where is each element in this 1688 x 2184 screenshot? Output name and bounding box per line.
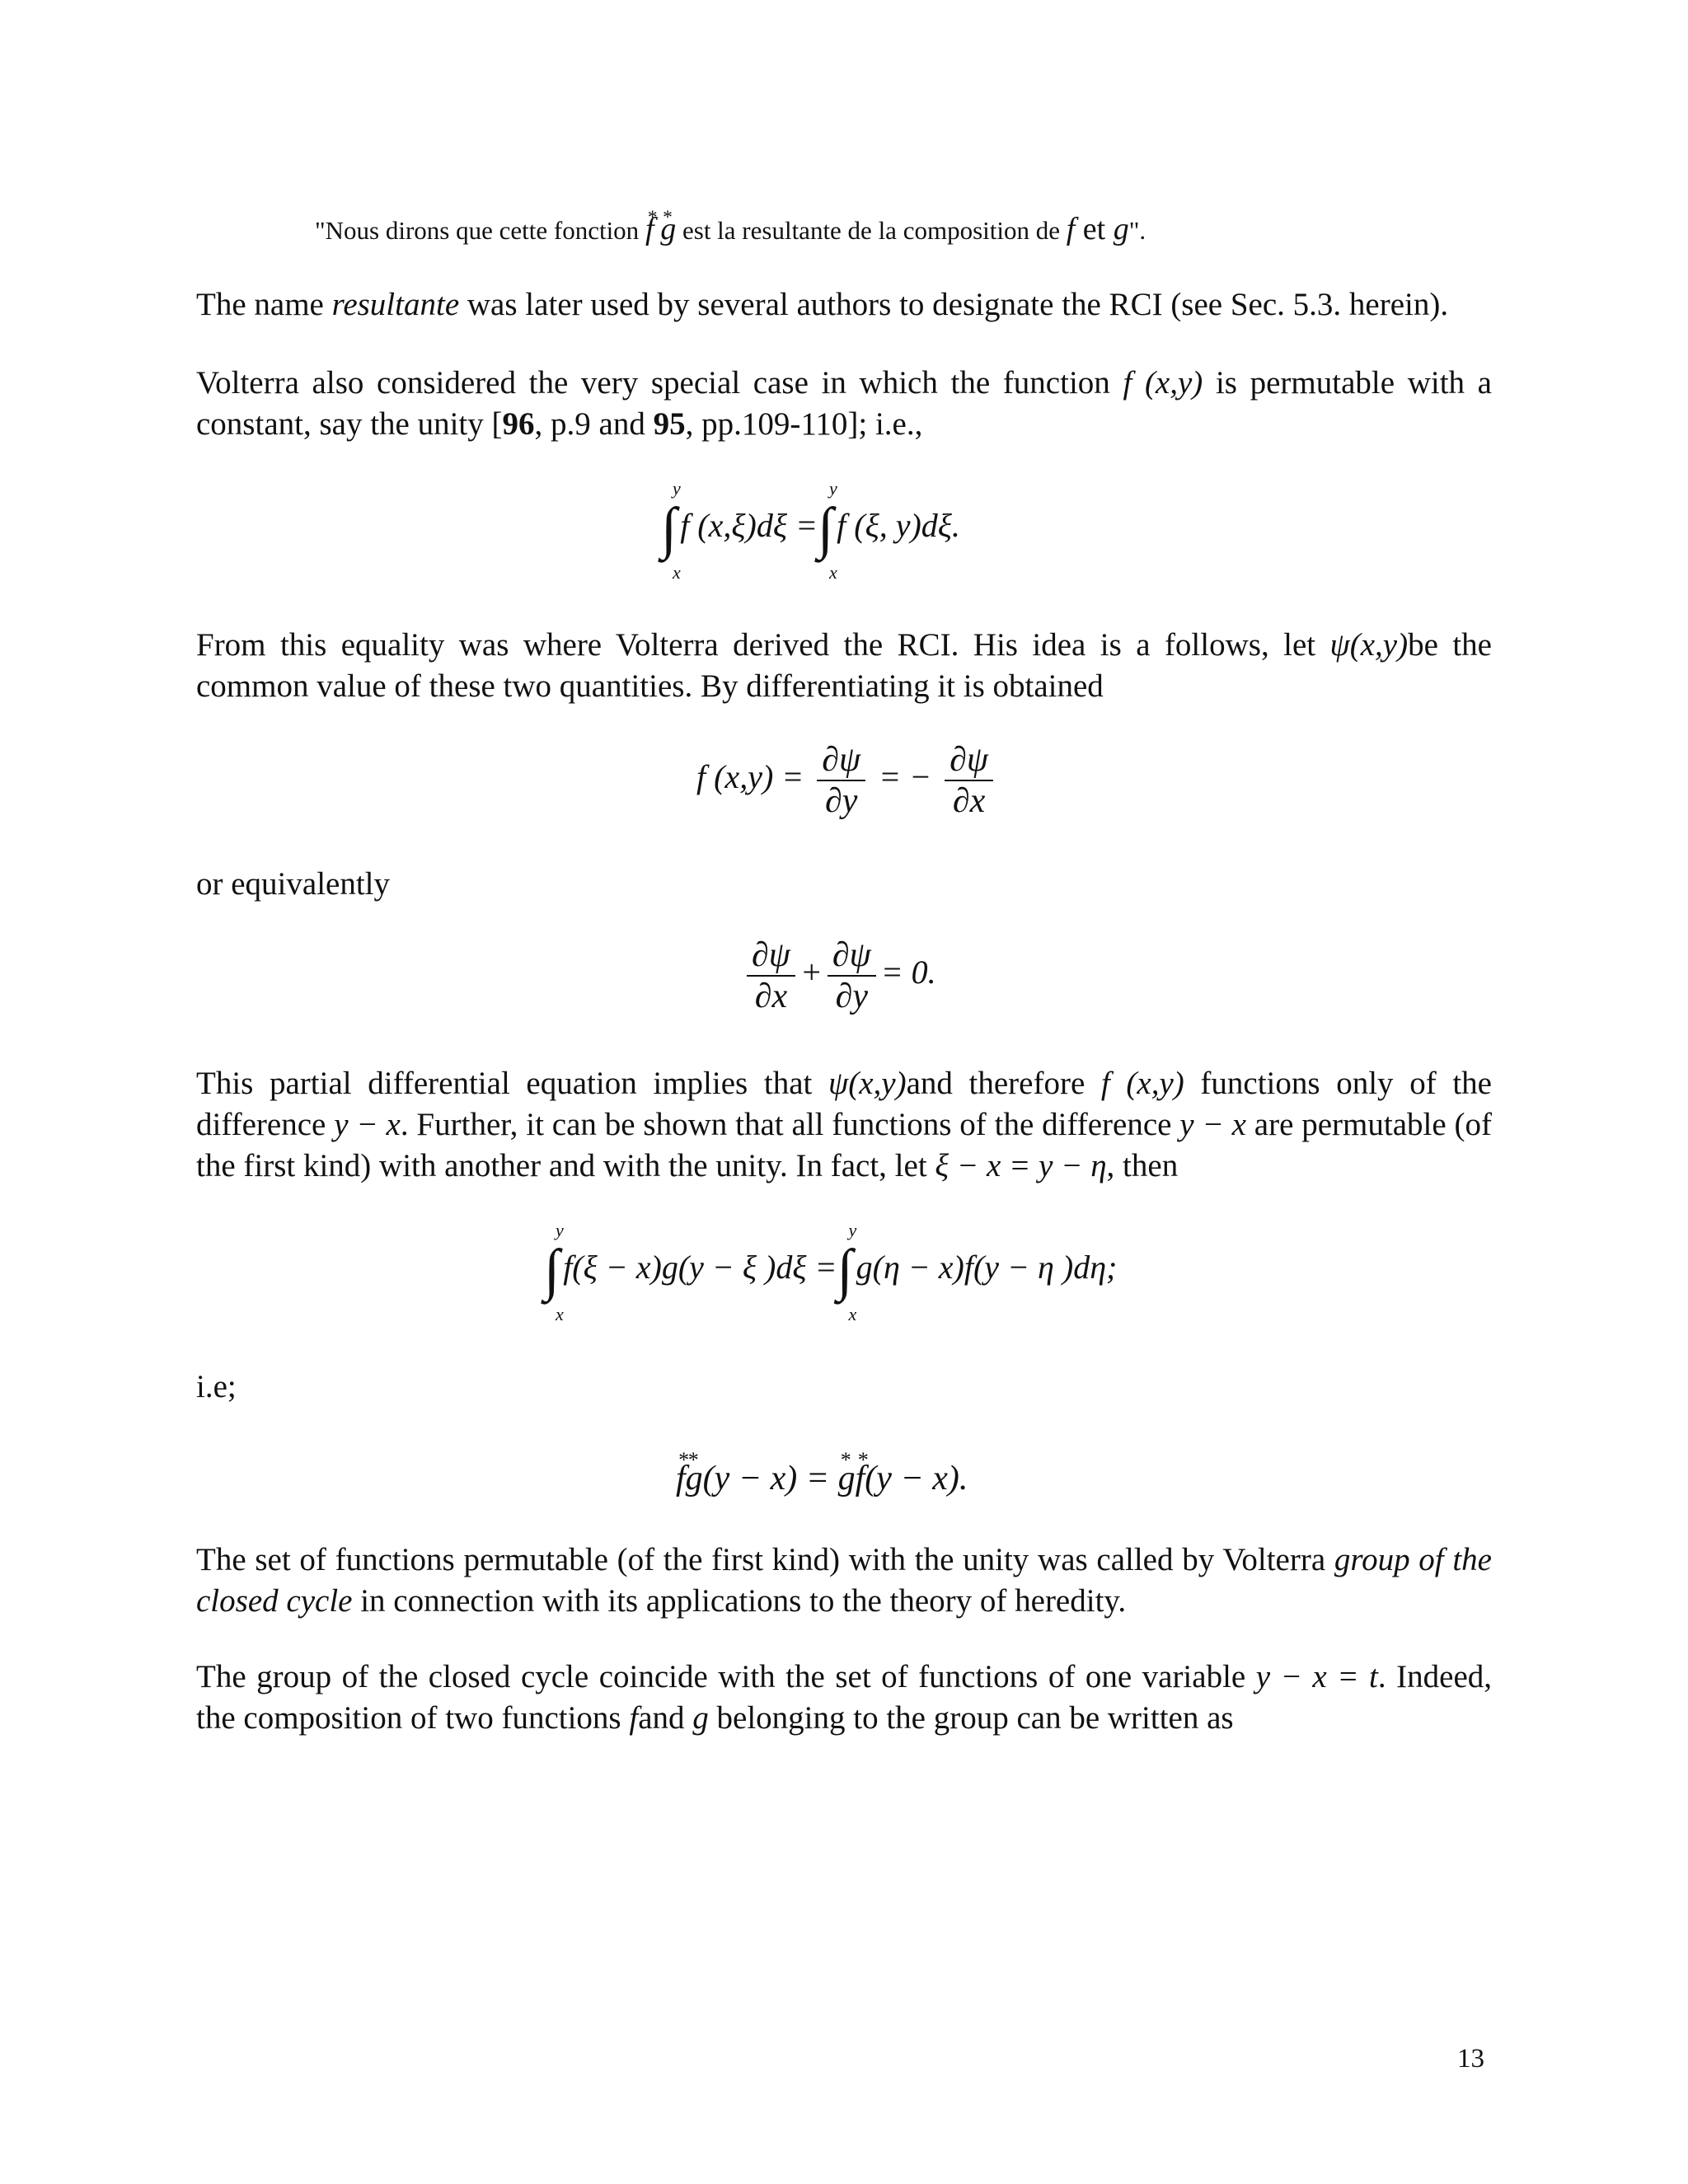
eq5-g2: * g bbox=[838, 1460, 856, 1497]
paragraph-resultante bbox=[196, 284, 1492, 326]
equation-convolution-commute bbox=[544, 1220, 1118, 1324]
p2-math: f (x,y) bbox=[1123, 365, 1203, 401]
integral-sign: ∫ y x bbox=[837, 1220, 857, 1324]
page-number: 13 bbox=[1457, 2044, 1484, 2074]
integral-upper: y bbox=[673, 478, 681, 499]
p5-text-c: functions only of the difference bbox=[196, 1066, 1492, 1142]
quote-g2: g bbox=[1113, 212, 1129, 246]
equation-pde bbox=[742, 935, 936, 1016]
equation-integral-equality bbox=[661, 478, 960, 583]
fraction bbox=[828, 935, 876, 1016]
p3-text-b: be the common value of these two quantities. By differentiating it is obtained bbox=[196, 627, 1492, 704]
eq5-f: * f bbox=[676, 1460, 686, 1497]
integral-upper: y bbox=[828, 478, 837, 499]
p5-math-diff2: y − x bbox=[1179, 1107, 1246, 1142]
p5-text-e: are permutable (of the first kind) with another and with the unity. In fact, let bbox=[196, 1107, 1492, 1183]
integral-lower: x bbox=[673, 562, 681, 583]
fraction-numerator: ∂ψ bbox=[817, 740, 865, 781]
p8-text-b: . Indeed, the composition of two functions bbox=[196, 1659, 1493, 1736]
equation-partial-derivatives bbox=[696, 740, 998, 821]
eq4-rhs: g(η − x)f(y − η )dη; bbox=[856, 1249, 1118, 1286]
p5-math-psi: ψ(x,y) bbox=[828, 1066, 907, 1101]
eq5-g: * g bbox=[686, 1460, 703, 1497]
eq5-f2: * f bbox=[856, 1460, 865, 1497]
p7-text-b: in connection with its applications to the theory of heredity. bbox=[352, 1583, 1127, 1619]
p5-math-diff: y − x bbox=[334, 1107, 401, 1142]
quote-f2: f bbox=[1066, 212, 1076, 246]
fraction-numerator: ∂ψ bbox=[945, 740, 993, 781]
paragraph-special-case bbox=[196, 363, 1492, 445]
eq2-lhs: f (x,y) = bbox=[696, 758, 804, 796]
paragraph-group-coincide bbox=[196, 1657, 1492, 1739]
p2-ref2: 95 bbox=[653, 406, 686, 442]
p2-text-b: is permutable with a constant, say the unity [ bbox=[196, 365, 1492, 442]
integral-upper: y bbox=[556, 1220, 564, 1240]
fraction bbox=[945, 740, 993, 821]
quote-g: * g bbox=[660, 212, 676, 246]
integral-lower: x bbox=[556, 1304, 564, 1324]
p1-italic: resultante bbox=[331, 287, 460, 322]
paragraph-pde-implication bbox=[196, 1063, 1492, 1187]
fraction-denominator: ∂y bbox=[835, 977, 868, 1015]
french-quote bbox=[315, 213, 1146, 247]
p5-text-d: . Further, it can be shown that all functions of the difference bbox=[400, 1107, 1180, 1142]
p5-text-b: and therefore bbox=[906, 1066, 1101, 1101]
p1-text-a: The name bbox=[196, 287, 332, 322]
p8-text-d: belonging to the group can be written as bbox=[708, 1700, 1234, 1736]
p3-math: ψ(x,y) bbox=[1329, 627, 1409, 663]
p8-text-a: The group of the closed cycle coincide with the set of functions of one variable bbox=[196, 1659, 1256, 1694]
fraction-numerator: ∂ψ bbox=[747, 935, 795, 977]
fraction-denominator: ∂y bbox=[824, 782, 858, 820]
p8-math-f: f bbox=[629, 1700, 639, 1736]
p5-text-a: This partial differential equation implies that bbox=[196, 1066, 828, 1101]
quote-end: ". bbox=[1128, 216, 1146, 245]
eq3-rhs: = 0. bbox=[880, 954, 936, 991]
eq2-mid: = − bbox=[879, 758, 932, 796]
p2-text-a: Volterra also considered the very special case in which the function bbox=[196, 365, 1123, 401]
p5-text-f: , then bbox=[1106, 1148, 1179, 1183]
integral-lower: x bbox=[848, 1304, 857, 1324]
p8-text-c: and bbox=[638, 1700, 693, 1736]
p2-text-c: , p.9 and bbox=[534, 406, 654, 442]
p2-ref1: 96 bbox=[502, 406, 535, 442]
eq5-end: (y − x). bbox=[865, 1460, 968, 1497]
p3-text-a: From this equality was where Volterra derived the RCI. His idea is a follows, let bbox=[196, 627, 1330, 663]
integral-sign: ∫ y x bbox=[661, 478, 681, 583]
quote-text-middle: est la resultante de la composition de bbox=[676, 216, 1067, 245]
quote-et: et bbox=[1075, 212, 1114, 246]
p7-italic: group of the closed cycle bbox=[196, 1542, 1492, 1619]
p5-math-f: f (x,y) bbox=[1100, 1066, 1184, 1101]
fraction-denominator: ∂x bbox=[754, 977, 788, 1015]
p2-text-d: , pp.109-110]; i.e., bbox=[685, 406, 923, 442]
p5-math-sub: ξ − x = y − η bbox=[935, 1148, 1107, 1183]
integral-upper: y bbox=[848, 1220, 857, 1240]
integral-sign: ∫ y x bbox=[817, 478, 837, 583]
paragraph-closed-cycle bbox=[196, 1540, 1492, 1622]
fraction-numerator: ∂ψ bbox=[828, 935, 876, 977]
eq5-mid: (y − x) = bbox=[702, 1460, 838, 1497]
equation-composition-commute bbox=[676, 1459, 968, 1498]
eq1-lhs: f (x,ξ)dξ = bbox=[680, 507, 818, 545]
p7-text-a: The set of functions permutable (of the first kind) with the unity was called by Volterra bbox=[196, 1542, 1334, 1577]
eq4-lhs: f(ξ − x)g(y − ξ )dξ = bbox=[563, 1249, 837, 1286]
p8-math-var: y − x = t bbox=[1255, 1659, 1378, 1694]
fraction bbox=[817, 740, 865, 821]
paragraph-ie: i.e; bbox=[196, 1369, 237, 1404]
fraction bbox=[747, 935, 795, 1016]
p1-text-b: was later used by several authors to designate the RCI (see Sec. 5.3. herein). bbox=[459, 287, 1449, 322]
integral-sign: ∫ y x bbox=[544, 1220, 564, 1324]
fraction-denominator: ∂x bbox=[952, 782, 986, 820]
integral-lower: x bbox=[828, 562, 837, 583]
paragraph-equivalently: or equivalently bbox=[196, 866, 391, 902]
eq1-rhs: f (ξ, y)dξ. bbox=[837, 507, 960, 545]
eq3-plus: + bbox=[799, 954, 823, 991]
quote-f: * f bbox=[645, 212, 654, 246]
p8-math-g: g bbox=[692, 1700, 709, 1736]
quote-text-before: "Nous dirons que cette fonction bbox=[315, 216, 645, 245]
paragraph-derivation bbox=[196, 625, 1492, 707]
